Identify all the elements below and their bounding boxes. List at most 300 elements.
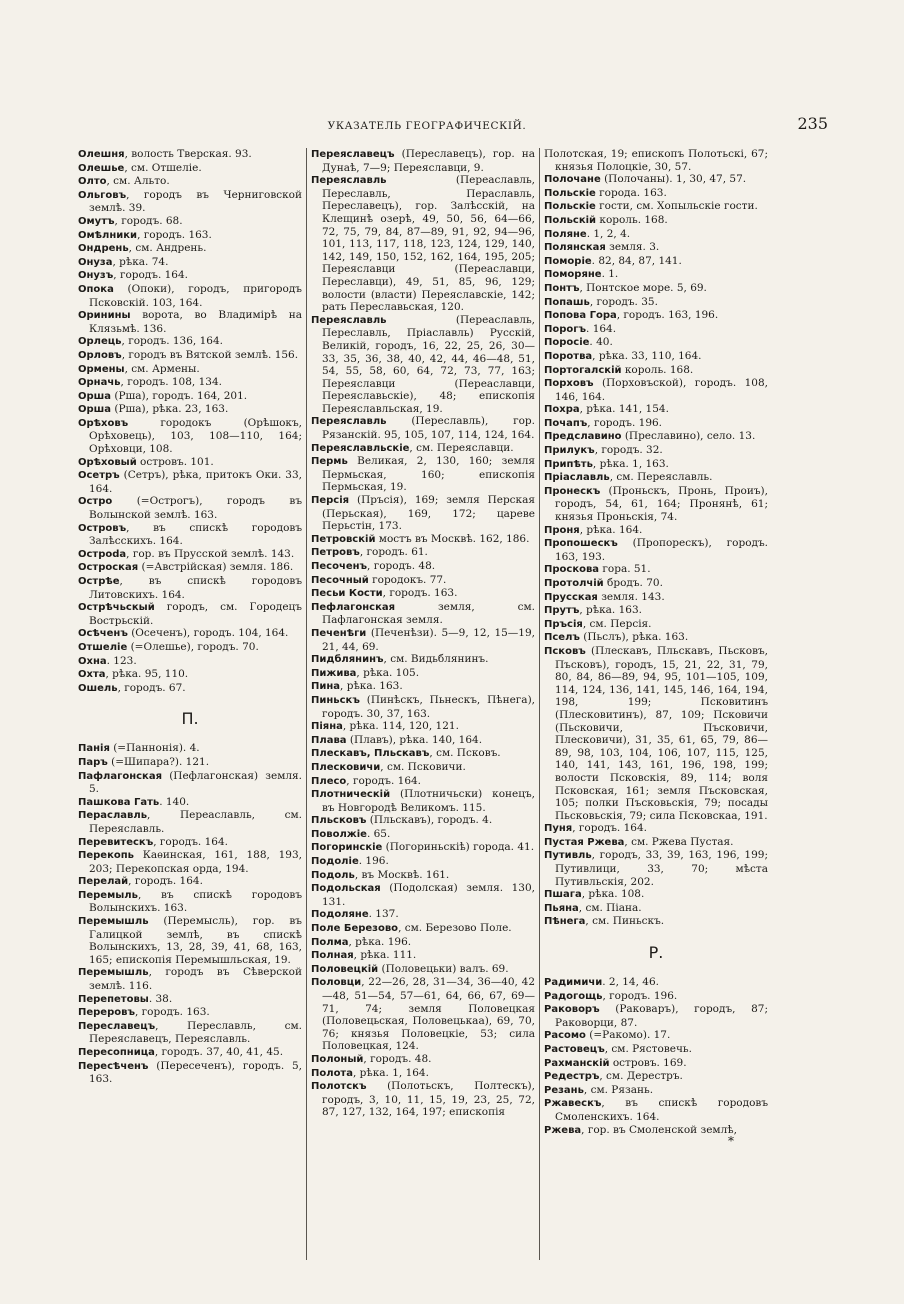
entry-text: , въ Москвѣ. 161.: [354, 868, 450, 881]
entry-headword: Поляне: [544, 228, 587, 240]
entry-headword: Перекопь: [78, 850, 134, 862]
entry-headword: Раковоръ: [544, 1004, 600, 1016]
entry-headword: Плесо: [311, 775, 347, 787]
entry-headword: Переяславецъ: [311, 149, 395, 160]
entry-headword: Подоль: [311, 869, 355, 881]
entry-headword: Петровскій: [311, 533, 376, 545]
index-entry: [544, 336, 768, 350]
entry-headword: Опока: [78, 283, 114, 295]
entry-headword: Полоный: [311, 1053, 364, 1065]
entry-headword: Похра: [544, 404, 580, 416]
column-2: [311, 148, 535, 1272]
index-entry: [311, 841, 535, 855]
entry-text: Великая, 2, 130, 160; земля Пермьская, 160; епископія Пермьская, 19.: [322, 455, 535, 494]
index-entry: [78, 1006, 302, 1020]
entry-text: , Переславль, см. Переяславецъ, Переяславль.: [89, 1019, 302, 1046]
entry-text: , городъ въ Вятской землѣ. 156.: [121, 348, 299, 361]
entry-text: (=Ракомо). 17.: [585, 1029, 671, 1042]
column-3: [544, 148, 768, 1272]
entry-text: , Переаславль, см. Переяславль.: [89, 809, 302, 835]
entry-headword: Переровъ: [78, 1007, 135, 1019]
index-entry: [311, 1080, 535, 1119]
entry-text: , рѣка. 108.: [581, 888, 645, 901]
index-entry: [78, 522, 302, 548]
entry-headword: Переяславль: [311, 314, 387, 326]
entry-text: , волость Тверская. 93.: [124, 148, 252, 160]
index-entry: [544, 902, 768, 916]
entry-text: (Половецьки) валъ. 69.: [378, 962, 509, 975]
entry-headword: Пидблянинъ: [311, 654, 384, 666]
index-entry: [311, 174, 535, 314]
entry-headword: Пьяна: [544, 902, 579, 914]
index-entry: [78, 229, 302, 243]
entry-text: , см. Переяславль.: [609, 471, 713, 484]
entry-text: , городъ. 35.: [589, 295, 658, 308]
entry-headword: Осѣченъ: [78, 628, 128, 640]
entry-headword: Плотническій: [311, 789, 391, 801]
page-number: 235: [797, 114, 828, 133]
entry-headword: Паръ: [78, 756, 108, 768]
entry-headword: Ржева: [544, 1124, 582, 1136]
entry-text: (Пръсія), 169; земля Перская (Перьская), 169, 172; цареве Перьстін, 173.: [322, 494, 535, 533]
index-entry: [311, 936, 535, 950]
index-entry: [544, 485, 768, 524]
entry-headword: Перемышль: [78, 967, 149, 979]
entry-headword: Пустая Ржева: [544, 836, 625, 848]
entry-text: (Пьслъ), рѣка. 163.: [579, 631, 689, 644]
entry-text: , городъ. 163.: [382, 587, 458, 600]
entry-headword: Пересопница: [78, 1047, 155, 1058]
entry-headword: Проня: [544, 524, 580, 536]
entry-headword: Прилукъ: [544, 445, 595, 457]
index-entry: [311, 747, 535, 761]
index-entry: [78, 575, 302, 601]
index-entry: [311, 667, 535, 681]
entry-text: , городъ. 108, 134.: [120, 376, 222, 389]
entry-text: мостъ въ Москвѣ. 162, 186.: [375, 532, 530, 545]
index-entry: [311, 415, 535, 441]
entry-headword: Орначь: [78, 377, 121, 389]
index-entry: [78, 309, 302, 335]
entry-text: (Переаславль, Переславль, Пераславль, Переславецъ), гор. Залѣсскій, на Клещинѣ озерѣ, 49, 50, 56, 64—66, 72, 75, 79, 84, 87—89, 91, 92, 94—96, 101, 113, 117, 118, 123, 124, 129, 140, 142, 149, 150, 152, 162, 164, 195, 205; Переяславци (Переаславци, Переславци), 49, 51, 85, 96, 129; волости (власти) Переяславскіе, 142; рать Переславьская, 120.: [322, 174, 535, 314]
entry-headword: Пльсковъ: [311, 815, 367, 827]
entry-text: , рѣка. 111.: [353, 949, 417, 962]
entry-text: гора. 51.: [599, 563, 651, 576]
index-entry: [78, 175, 302, 189]
entry-headword: Путивль: [544, 850, 592, 862]
entry-headword: Плава: [311, 734, 347, 746]
index-entry: [544, 458, 768, 472]
index-entry: [78, 363, 302, 377]
entry-text: , городъ. 48.: [367, 560, 436, 572]
entry-headword: Орѣховый: [78, 456, 137, 468]
entry-headword: Полотскъ: [311, 1081, 367, 1093]
index-entry: [544, 1043, 768, 1057]
entry-text: , городъ. 163.: [134, 1006, 210, 1019]
entry-text: , городъ. 164.: [572, 822, 647, 835]
entry-headword: Отшеліе: [78, 641, 128, 653]
entry-headword: Польскіе: [544, 201, 596, 213]
index-entry: [544, 377, 768, 403]
entry-headword: Ржавескъ: [544, 1098, 602, 1110]
entry-text: , рѣка. 33, 110, 164.: [592, 349, 702, 362]
entry-text: Полотская, 19; епископъ Полотьскі, 67; князья Полоцкіе, 30, 57.: [544, 148, 768, 173]
entry-text: , см. Дерестръ.: [599, 1070, 683, 1083]
index-entry: [544, 537, 768, 563]
entry-headword: Пръсія: [544, 618, 583, 630]
entry-headword: Пермь: [311, 456, 348, 468]
entry-headword: Пераславль: [78, 810, 148, 822]
entry-text: (Печенѣзи). 5—9, 12, 15—19, 21, 44, 69.: [322, 626, 535, 653]
index-entry: [544, 282, 768, 296]
entry-headword: Ормены: [78, 363, 125, 375]
index-entry: [544, 645, 768, 822]
entry-text: , городъ. 48.: [363, 1052, 432, 1065]
index-entry: [78, 215, 302, 229]
index-entry: [544, 631, 768, 645]
entry-headword: Подоліе: [311, 856, 359, 868]
entry-text: , городъ. 67.: [117, 681, 186, 694]
entry-headword: Пропошескъ: [544, 538, 618, 550]
entry-headword: Орша: [78, 404, 112, 416]
index-entry: [311, 788, 535, 814]
index-entry: [78, 770, 302, 796]
index-entry: [78, 376, 302, 390]
index-entry: [544, 444, 768, 458]
entry-headword: Пѣнега: [544, 916, 586, 928]
index-entry: [78, 889, 302, 915]
index-entry: [311, 653, 535, 667]
entry-text: (Полочаны). 1, 30, 47, 57.: [600, 173, 747, 186]
entry-headword: Петровъ: [311, 547, 360, 559]
entry-headword: Онузъ: [78, 270, 114, 282]
entry-text: (=Олешье), городъ. 70.: [127, 640, 259, 653]
entry-text: , городъ. 163, 196.: [616, 309, 719, 322]
index-entry: [78, 756, 302, 770]
column-divider: [306, 148, 307, 1260]
entry-headword: Переяславль: [311, 416, 387, 428]
index-entry: [311, 963, 535, 977]
entry-headword: Предславино: [544, 431, 622, 443]
entry-text: (Переаславль, Переславль, Пріаславль) Русскій, Великій, городъ, 16, 22, 25, 26, 30—33, 35, 36, 38, 40, 42, 44, 46—48, 51, 54, 55, 58, 60, 64, 72, 73, 77, 163; Переяславци (Переаславци, Переяславьскіе), 48; епископія Переяславльская, 19.: [322, 313, 535, 415]
entry-text: . 1, 2, 4.: [586, 227, 631, 240]
entry-text: , рѣка. 95, 110.: [105, 668, 189, 681]
index-entry: [78, 189, 302, 215]
index-entry: [544, 915, 768, 929]
entry-text: , городъ, 33, 39, 163, 196, 199; Путивлици, 33, 70; мѣста Путивльскія, 202.: [555, 849, 768, 888]
index-entry: [78, 242, 302, 256]
entry-headword: Расомо: [544, 1030, 586, 1042]
entry-text: Каѳинская, 161, 188, 193, 203; Перекопская орда, 194.: [89, 849, 302, 875]
entry-headword: Поморіе: [544, 255, 592, 267]
entry-text: , см. Рястовечь.: [604, 1043, 692, 1055]
entry-headword: Ондрень: [78, 243, 129, 255]
entry-headword: Растовецъ: [544, 1044, 605, 1055]
entry-headword: Остроская: [78, 562, 139, 574]
entry-headword: Охна: [78, 655, 107, 667]
entry-headword: Ольговъ: [78, 189, 127, 201]
entry-headword: Пижива: [311, 667, 357, 679]
entry-text: , городъ. 136, 164.: [121, 335, 223, 348]
entry-text: (=Австрійская) земля. 186.: [138, 561, 294, 574]
index-entry: [311, 720, 535, 734]
index-entry: [311, 922, 535, 936]
entry-headword: Осетръ: [78, 470, 120, 482]
entry-text: король. 168.: [621, 363, 694, 376]
index-entry: [311, 627, 535, 653]
index-entry: [78, 456, 302, 470]
entry-headword: Остро: [78, 496, 113, 508]
index-entry: [544, 255, 768, 269]
entry-text: . 38.: [148, 992, 173, 1005]
index-entry: [544, 323, 768, 337]
entry-headword: Плесковичи: [311, 761, 381, 773]
entry-text: , въ спискѣ городовъ Смоленскихъ. 164.: [555, 1097, 768, 1123]
entry-text: , въ спискѣ городовъ Волынскихъ. 163.: [89, 888, 302, 915]
entry-text: , городъ. 68.: [114, 214, 183, 227]
entry-text: , городъ. 164.: [346, 774, 422, 787]
entry-headword: Омутъ: [78, 215, 115, 227]
index-entry: [78, 561, 302, 575]
index-entry: [78, 403, 302, 417]
index-entry: [311, 775, 535, 789]
entry-text: , рѣка. 164.: [579, 523, 643, 536]
entry-text: бродъ. 70.: [603, 577, 663, 589]
entry-text: , см. Березово Поле.: [398, 922, 512, 935]
entry-text: , городъ. 61.: [359, 546, 428, 559]
index-entry: [544, 618, 768, 632]
entry-text: , 22—26, 28, 31—34, 36—40, 42—48, 51—54, 57—61, 64, 66, 67, 69—71, 74; земля Половецкая (Половецьская, Половецькаа), 69, 70, 76; князья Половецкіе, 53; сила Половецкая, 124.: [322, 976, 535, 1053]
index-entry: [311, 869, 535, 883]
entry-headword: Протолчій: [544, 578, 604, 589]
entry-text: , рѣка. 1, 163.: [592, 457, 669, 470]
index-entry: [78, 256, 302, 270]
index-entry: [311, 494, 535, 533]
entry-text: (Порховъской), городъ. 108, 146, 164.: [555, 377, 768, 403]
entry-headword: Остроda: [78, 548, 127, 560]
entry-headword: Перемышль: [78, 916, 149, 928]
entry-headword: Полота: [311, 1067, 353, 1079]
entry-text: городокъ (Орѣшокъ, Орѣховець), 103, 108—110, 164; Орѣховци, 108.: [89, 416, 302, 456]
entry-text: (Переславецъ), гор. на Дунаѣ, 7—9; Переяславци, 9.: [322, 148, 535, 174]
entry-headword: Поротва: [544, 350, 593, 362]
index-entry: [311, 976, 535, 1053]
index-entry: [544, 148, 768, 173]
entry-headword: Пефлагонская: [311, 601, 396, 613]
entry-headword: Переславецъ: [78, 1020, 156, 1032]
index-entry: [544, 591, 768, 605]
entry-headword: Прутъ: [544, 605, 580, 617]
entry-headword: Порогъ: [544, 323, 587, 335]
entry-headword: Почапъ: [544, 417, 588, 429]
index-entry: [311, 949, 535, 963]
index-entry: [311, 560, 535, 574]
index-entry: [78, 668, 302, 682]
entry-text: , рѣка. 141, 154.: [579, 403, 669, 416]
entry-text: (Раковаръ), городъ, 87; Раковорци, 87.: [555, 1003, 768, 1029]
entry-headword: Рахманскій: [544, 1057, 610, 1069]
index-entry: [311, 442, 535, 456]
index-entry: [544, 187, 768, 201]
index-entry: [544, 1070, 768, 1084]
entry-headword: Орлець: [78, 336, 122, 348]
entry-text: , городъ. 32.: [594, 444, 663, 457]
entry-text: (Опоки), городъ, пригородъ Псковскій. 103, 164.: [89, 282, 302, 309]
entry-headword: Орѣховъ: [78, 417, 129, 429]
entry-headword: Радогощь: [544, 990, 603, 1002]
entry-text: островъ. 101.: [136, 455, 214, 468]
index-entry: [78, 742, 302, 756]
index-entry: [544, 1057, 768, 1071]
entry-headword: Пріаславль: [544, 472, 610, 484]
entry-headword: Попашь: [544, 296, 590, 308]
section-letter: П.: [181, 709, 199, 729]
entry-headword: Половци: [311, 977, 362, 989]
entry-text: , городъ. 196.: [587, 416, 663, 429]
index-entry: [544, 1003, 768, 1029]
entry-headword: Поле Березово: [311, 923, 399, 935]
entry-headword: Переяславльскіе: [311, 442, 410, 454]
index-entry: [311, 814, 535, 828]
entry-headword: Орловъ: [78, 349, 122, 361]
entry-headword: Персія: [311, 495, 350, 507]
entry-text: (Плотничьски) конецъ, въ Новгородѣ Великомъ. 115.: [322, 788, 535, 814]
index-entry: [544, 849, 768, 888]
index-entry: [78, 682, 302, 696]
index-entry: [78, 1020, 302, 1046]
index-entry: [311, 533, 535, 547]
entry-text: . 123.: [106, 654, 137, 667]
entry-text: (=Паннонія). 4.: [109, 742, 200, 755]
entry-text: , городъ. 164.: [113, 269, 189, 282]
entry-headword: Перепетовы: [78, 993, 149, 1005]
entry-headword: Портогалскій: [544, 364, 622, 376]
index-entry: [78, 915, 302, 966]
index-entry: [78, 836, 302, 850]
index-entry: [78, 335, 302, 349]
entry-headword: Песьи Кости: [311, 588, 383, 600]
entry-headword: Пиньскъ: [311, 694, 360, 706]
entry-text: (Плескавъ, Пльскавъ, Пьсковъ, Пъсковъ), городъ, 15, 21, 22, 31, 79, 80, 84, 86—89, 94, 95, 101—105, 109, 114, 124, 136, 141, 145, 146, 164, 194, 198, 199; Псковитинъ (Плесковитинъ), 87, 109; Псковичи (Пьсковичи, Пъсковичи, Плесковичи), 31, 35, 61, 65, 79, 86—89, 98, 103, 104, 106, 107, 115, 125, 140, 141, 143, 161, 196, 198, 199; волости Псковскія, 89, 114; воля Псковская, 161; земля Пъсковская, 105; полки Пъсковьскія, 79; посады Пьсковьскія, 79; сила Псковскаа, 191.: [555, 644, 768, 822]
index-entry: [78, 269, 302, 283]
entry-text: (Полотьскъ, Полтескъ), городъ, 3, 10, 11, 15, 19, 23, 25, 72, 87, 127, 132, 164, 197; епископія: [322, 1080, 535, 1119]
entry-text: , см. Псковичи.: [380, 760, 466, 773]
index-entry: [78, 796, 302, 810]
entry-headword: Половецкій: [311, 963, 379, 975]
entry-text: , см. Персія.: [582, 617, 652, 630]
entry-text: (Пльскавъ), городъ. 4.: [366, 814, 493, 827]
index-entry: [78, 641, 302, 655]
entry-headword: Песочный: [311, 574, 369, 586]
entry-text: земля, см. Пафлагонская земля.: [322, 600, 535, 627]
section-letter: Р.: [648, 943, 664, 963]
index-entry: [544, 430, 768, 444]
page-header: [78, 114, 828, 136]
entry-headword: Полочане: [544, 174, 601, 186]
entry-text: земля. 143.: [597, 590, 665, 603]
index-entry: [544, 976, 768, 990]
index-entry: [311, 908, 535, 922]
entry-text: . 137.: [368, 908, 399, 921]
entry-headword: Печенѣги: [311, 627, 367, 639]
entry-headword: Острѣчьскый: [78, 602, 155, 614]
index-entry: [544, 1029, 768, 1043]
entry-text: , гор. въ Смоленской землѣ,: [581, 1123, 737, 1136]
entry-text: , городъ. 196.: [602, 989, 678, 1002]
entry-headword: Резань: [544, 1084, 584, 1096]
entry-headword: Острѣе: [78, 576, 120, 587]
entry-headword: Оринины: [78, 310, 131, 322]
index-entry: [544, 1084, 768, 1098]
index-entry: [311, 587, 535, 601]
entry-headword: Пронескъ: [544, 485, 601, 497]
index-entry: [311, 680, 535, 694]
entry-text: (Пефлагонская) земля. 5.: [89, 769, 302, 796]
entry-text: , рѣка. 163.: [579, 604, 642, 617]
index-entry: [544, 296, 768, 310]
entry-text: , городъ. 164.: [153, 835, 228, 848]
entry-text: (Перемысль), гор. въ Галицкой землѣ, въ спискѣ Волынскихъ, 13, 28, 39, 41, 68, 163, 165; епископія Перемышльская, 19.: [89, 915, 302, 966]
index-entry: [544, 471, 768, 485]
entry-text: городъ, см. Городецъ Вострьскій.: [89, 601, 302, 627]
index-entry: [311, 601, 535, 627]
entry-text: , городъ въ Черниговской землѣ. 39.: [89, 188, 302, 215]
index-entry: [78, 469, 302, 495]
entry-headword: Перелай: [78, 876, 129, 888]
entry-text: король. 168.: [596, 213, 668, 226]
index-entry: [78, 809, 302, 835]
entry-text: , городъ въ Сѣверской землѣ. 116.: [89, 966, 302, 993]
entry-headword: Плескавъ, Пльскавъ: [311, 748, 430, 760]
entry-headword: Перемыль: [78, 889, 138, 901]
index-entry: [78, 966, 302, 992]
index-entry: [544, 1124, 768, 1138]
index-entry: [311, 574, 535, 588]
entry-headword: Олто: [78, 176, 107, 188]
entry-text: , см. Видьблянинъ.: [383, 653, 489, 666]
entry-headword: Пашкова Гать: [78, 796, 160, 808]
entry-headword: Поросіе: [544, 337, 590, 349]
entry-text: , см. Рязань.: [583, 1083, 654, 1096]
entry-headword: Польскіе: [544, 187, 596, 199]
entry-text: ворота, во Владимірѣ на Клязьмѣ. 136.: [89, 309, 302, 335]
index-entry: [311, 734, 535, 748]
entry-headword: Радимичи: [544, 977, 603, 989]
entry-text: городокъ. 77.: [368, 573, 447, 586]
running-title: УКАЗАТЕЛЬ ГЕОГРАФИЧЕСКІЙ.: [327, 120, 527, 132]
entry-headword: Пселъ: [544, 632, 580, 644]
entry-text: , см. Пиньскъ.: [585, 915, 665, 928]
entry-text: (Рша), городъ. 164, 201.: [111, 389, 248, 402]
entry-headword: Омѣлники: [78, 229, 138, 241]
index-entry: [78, 548, 302, 562]
entry-headword: Олешня: [78, 149, 125, 160]
index-entry: [78, 875, 302, 889]
index-entry: [78, 283, 302, 309]
entry-text: , см. Переяславци.: [409, 441, 514, 454]
entry-text: (Осеченъ), городъ. 104, 164.: [127, 627, 289, 640]
index-columns: [78, 148, 804, 1272]
entry-text: , см. Альто.: [106, 175, 170, 188]
entry-text: (=Острогъ), городъ въ Волынской землѣ. 163.: [89, 495, 302, 522]
entry-headword: Переяславль: [311, 175, 387, 187]
entry-headword: Онуза: [78, 256, 113, 268]
entry-headword: Подоляне: [311, 909, 369, 921]
index-entry: [544, 214, 768, 228]
index-entry: [544, 173, 768, 187]
entry-text: (=Шипара?). 121.: [107, 755, 210, 768]
entry-headword: Припѣть: [544, 458, 593, 470]
